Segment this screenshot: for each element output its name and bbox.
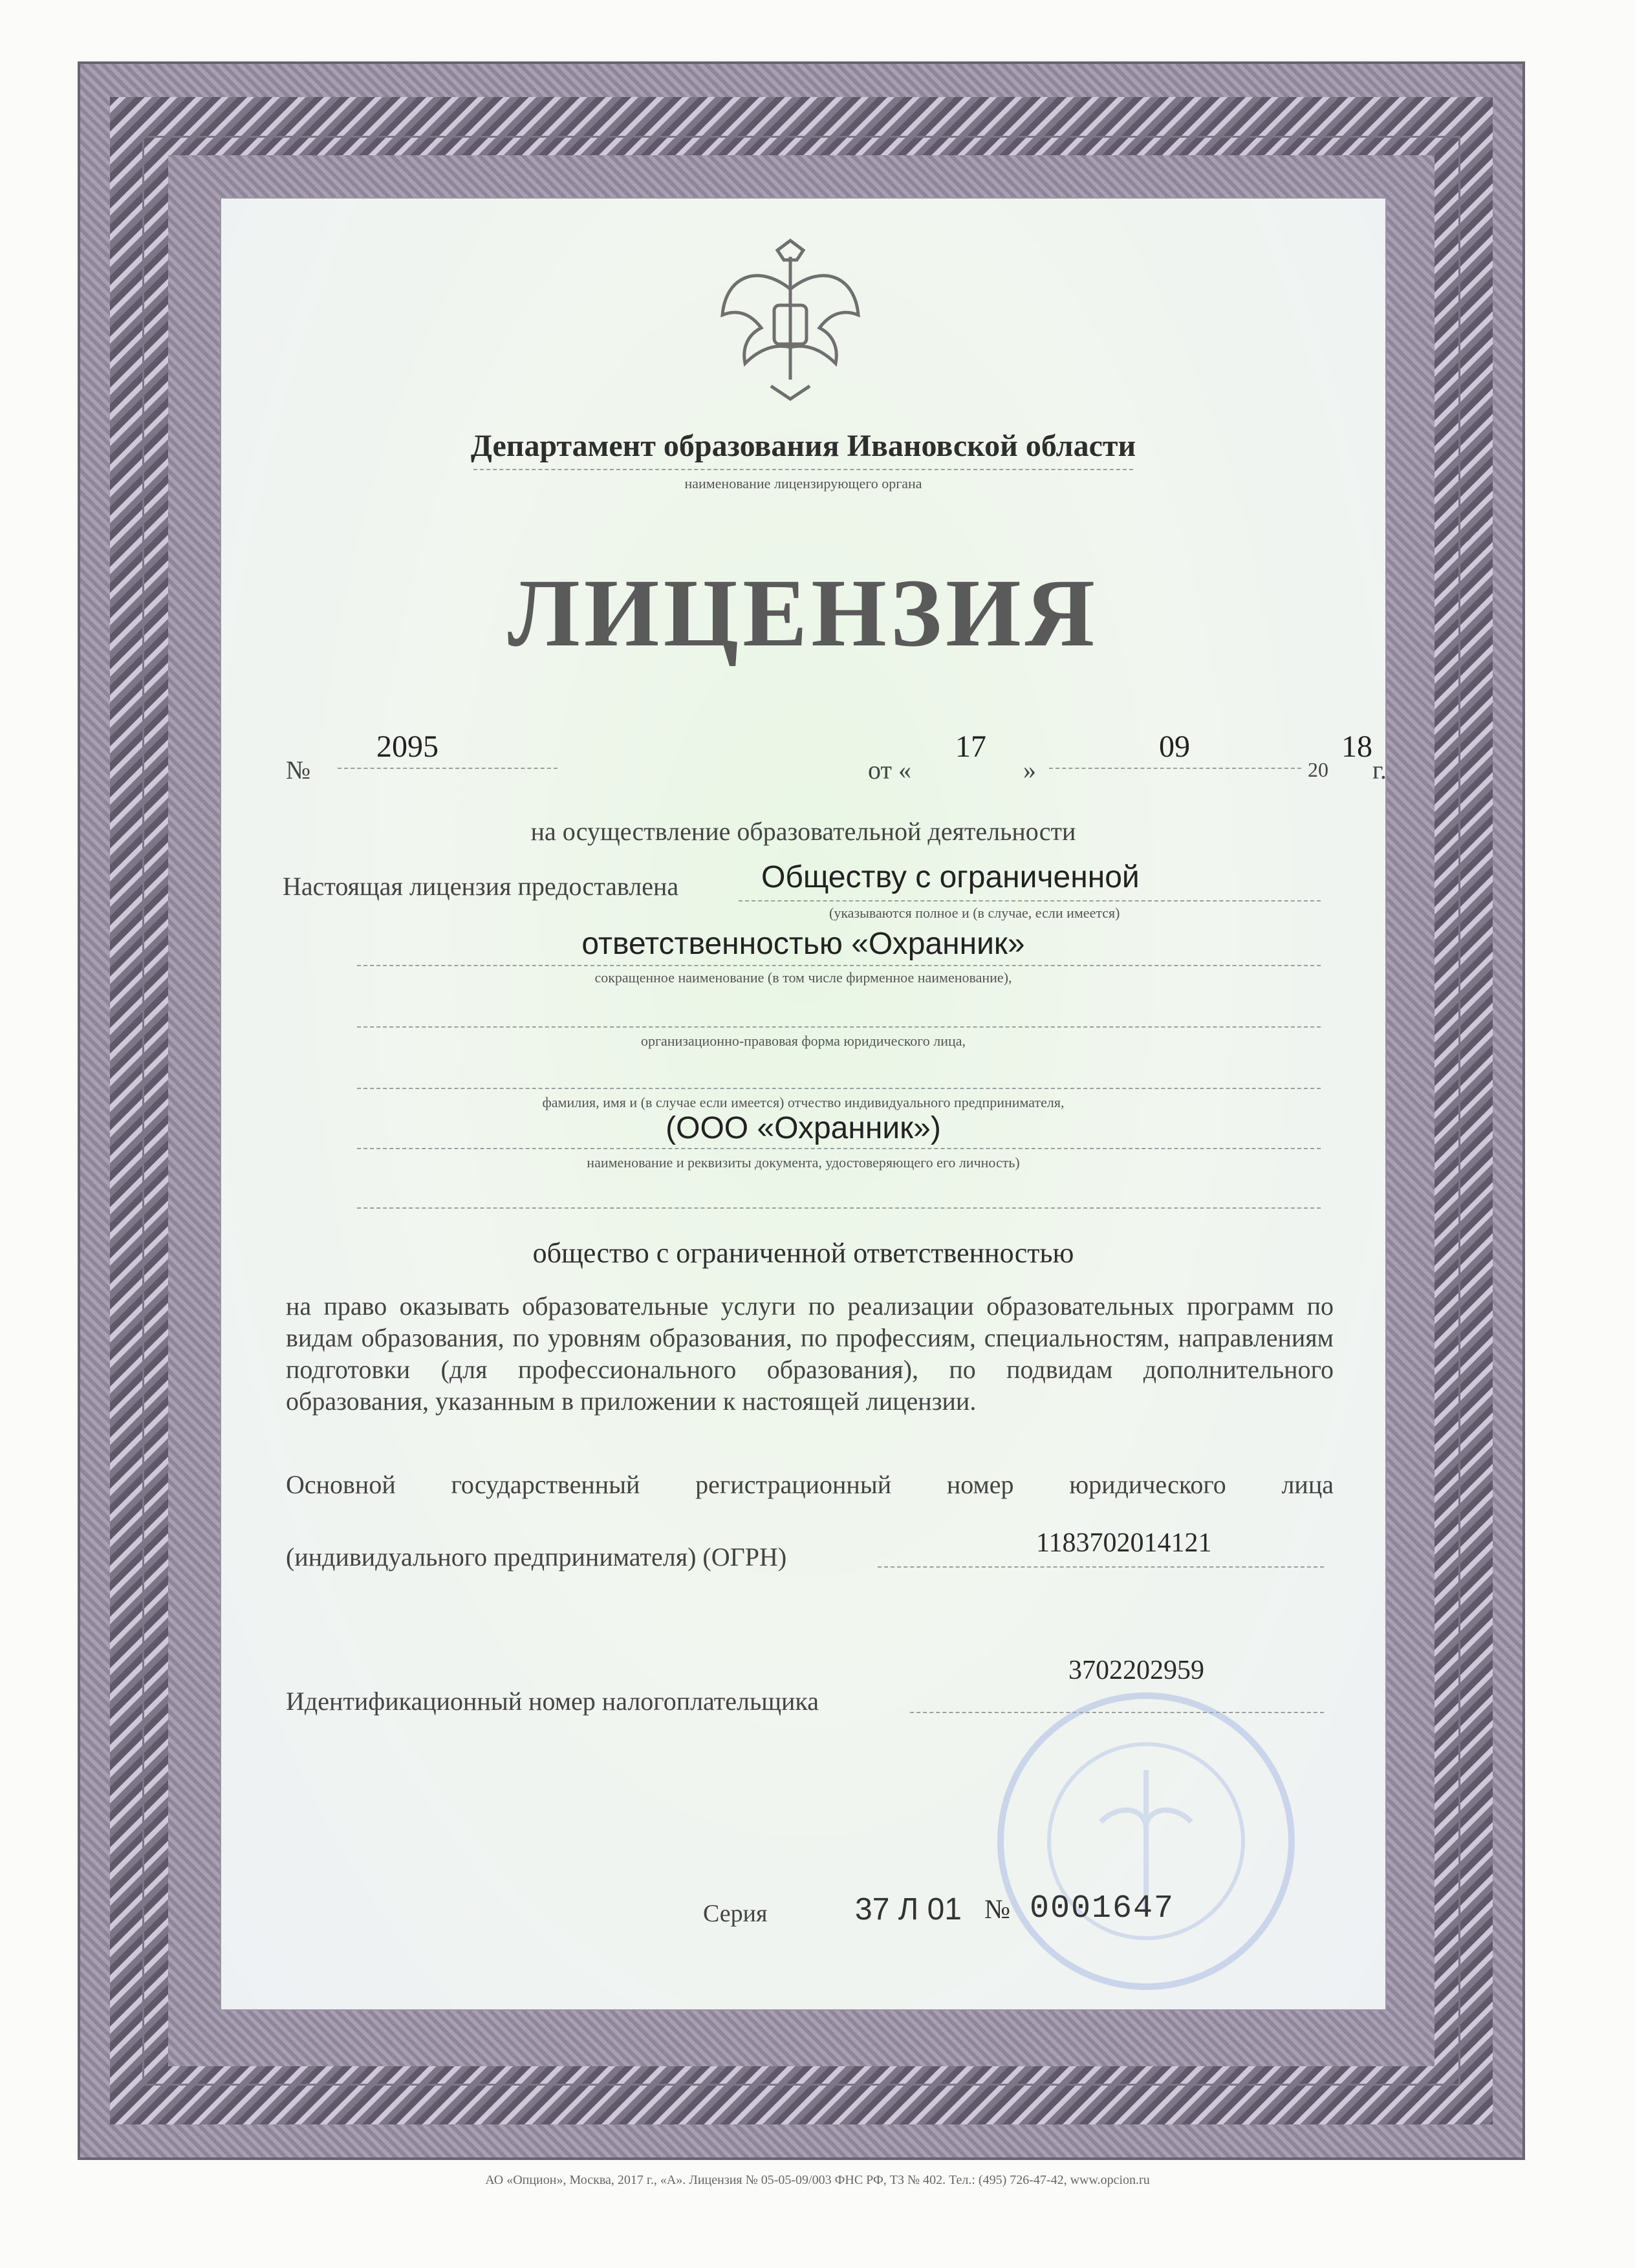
date-quote-close: »: [1023, 755, 1036, 784]
license-number: 2095: [376, 729, 439, 764]
series-number: 0001647: [1030, 1890, 1175, 1927]
grant-label: Настоящая лицензия предоставлена: [283, 872, 679, 901]
grant-caption2: сокращенное наименование (в том числе фирменное наименование),: [594, 969, 1012, 986]
date-from-label: от «: [868, 755, 911, 784]
inn-label: Идентификационный номер налогоплательщика: [286, 1687, 819, 1716]
authority-caption: наименование лицензирующего органа: [684, 475, 922, 491]
rights-text: на право оказывать образовательные услуги по реализации образовательных программ по видам образования, по уровням образования, по профессиям, специальностям, направлениям подготовки (для профессионального образования), по подвидам дополнительного образования, указанным в приложении к настоящей лицензии.: [286, 1291, 1334, 1416]
series-value: 37 Л 01: [855, 1892, 962, 1927]
date-year-prefix: 20: [1308, 758, 1328, 781]
official-stamp-icon: [991, 1686, 1301, 1996]
ogrn-value: 1183702014121: [1036, 1528, 1212, 1558]
grantee-short-name: (ООО «Охранник»): [666, 1111, 941, 1145]
ogrn-line: [878, 1566, 1324, 1568]
month-line: [1049, 768, 1301, 769]
date-day: 17: [955, 729, 986, 764]
purpose-text: на осуществление образовательной деятельности: [530, 817, 1076, 846]
authority-line: [473, 469, 1133, 470]
grant-caption1: (указываются полное и (в случае, если имеется): [829, 905, 1120, 921]
coat-of-arms-icon: [713, 237, 868, 405]
blank-line-1: [357, 1026, 1321, 1028]
grant-caption5: наименование и реквизиты документа, удостоверяющего его личность): [587, 1154, 1020, 1171]
grantee-line2-rule: [357, 965, 1321, 966]
grant-caption4: фамилия, имя и (в случае если имеется) отчество индивидуального предпринимателя,: [542, 1094, 1065, 1110]
ogrn-label-line1: Основной государственный регистрационный номер юридического лица: [286, 1470, 1334, 1499]
ogrn-label-line2: (индивидуального предпринимателя) (ОГРН): [286, 1542, 787, 1571]
date-year: 18: [1341, 729, 1372, 764]
date-year-suffix: г.: [1372, 755, 1387, 784]
grantee-line1-rule: [739, 900, 1321, 902]
date-month: 09: [1159, 729, 1190, 764]
number-line: [338, 768, 558, 769]
blank-line-2: [357, 1088, 1321, 1089]
inn-value: 3702202959: [1068, 1656, 1204, 1685]
series-number-label: №: [984, 1895, 1011, 1925]
blank-line-3: [357, 1207, 1321, 1209]
printer-footer: АО «Опцион», Москва, 2017 г., «А». Лицензия № 05-05-09/003 ФНС РФ, ТЗ № 402. Тел.: (495) 726-47-42, www.opcion.ru: [485, 2173, 1150, 2187]
grantee-line3-rule: [357, 1148, 1321, 1149]
number-label: №: [286, 755, 311, 784]
authority-name: Департамент образования Ивановской области: [470, 429, 1136, 463]
grant-caption3: организационно-правовая форма юридического лица,: [640, 1033, 966, 1049]
document-title: ЛИЦЕНЗИЯ: [507, 559, 1099, 667]
grantee-line2: ответственностью «Охранник»: [581, 927, 1025, 961]
series-label: Серия: [703, 1900, 768, 1927]
certificate-body: [220, 197, 1387, 2011]
legal-form: общество с ограниченной ответственностью: [532, 1237, 1074, 1269]
grantee-line1: Обществу с ограниченной: [761, 860, 1140, 894]
